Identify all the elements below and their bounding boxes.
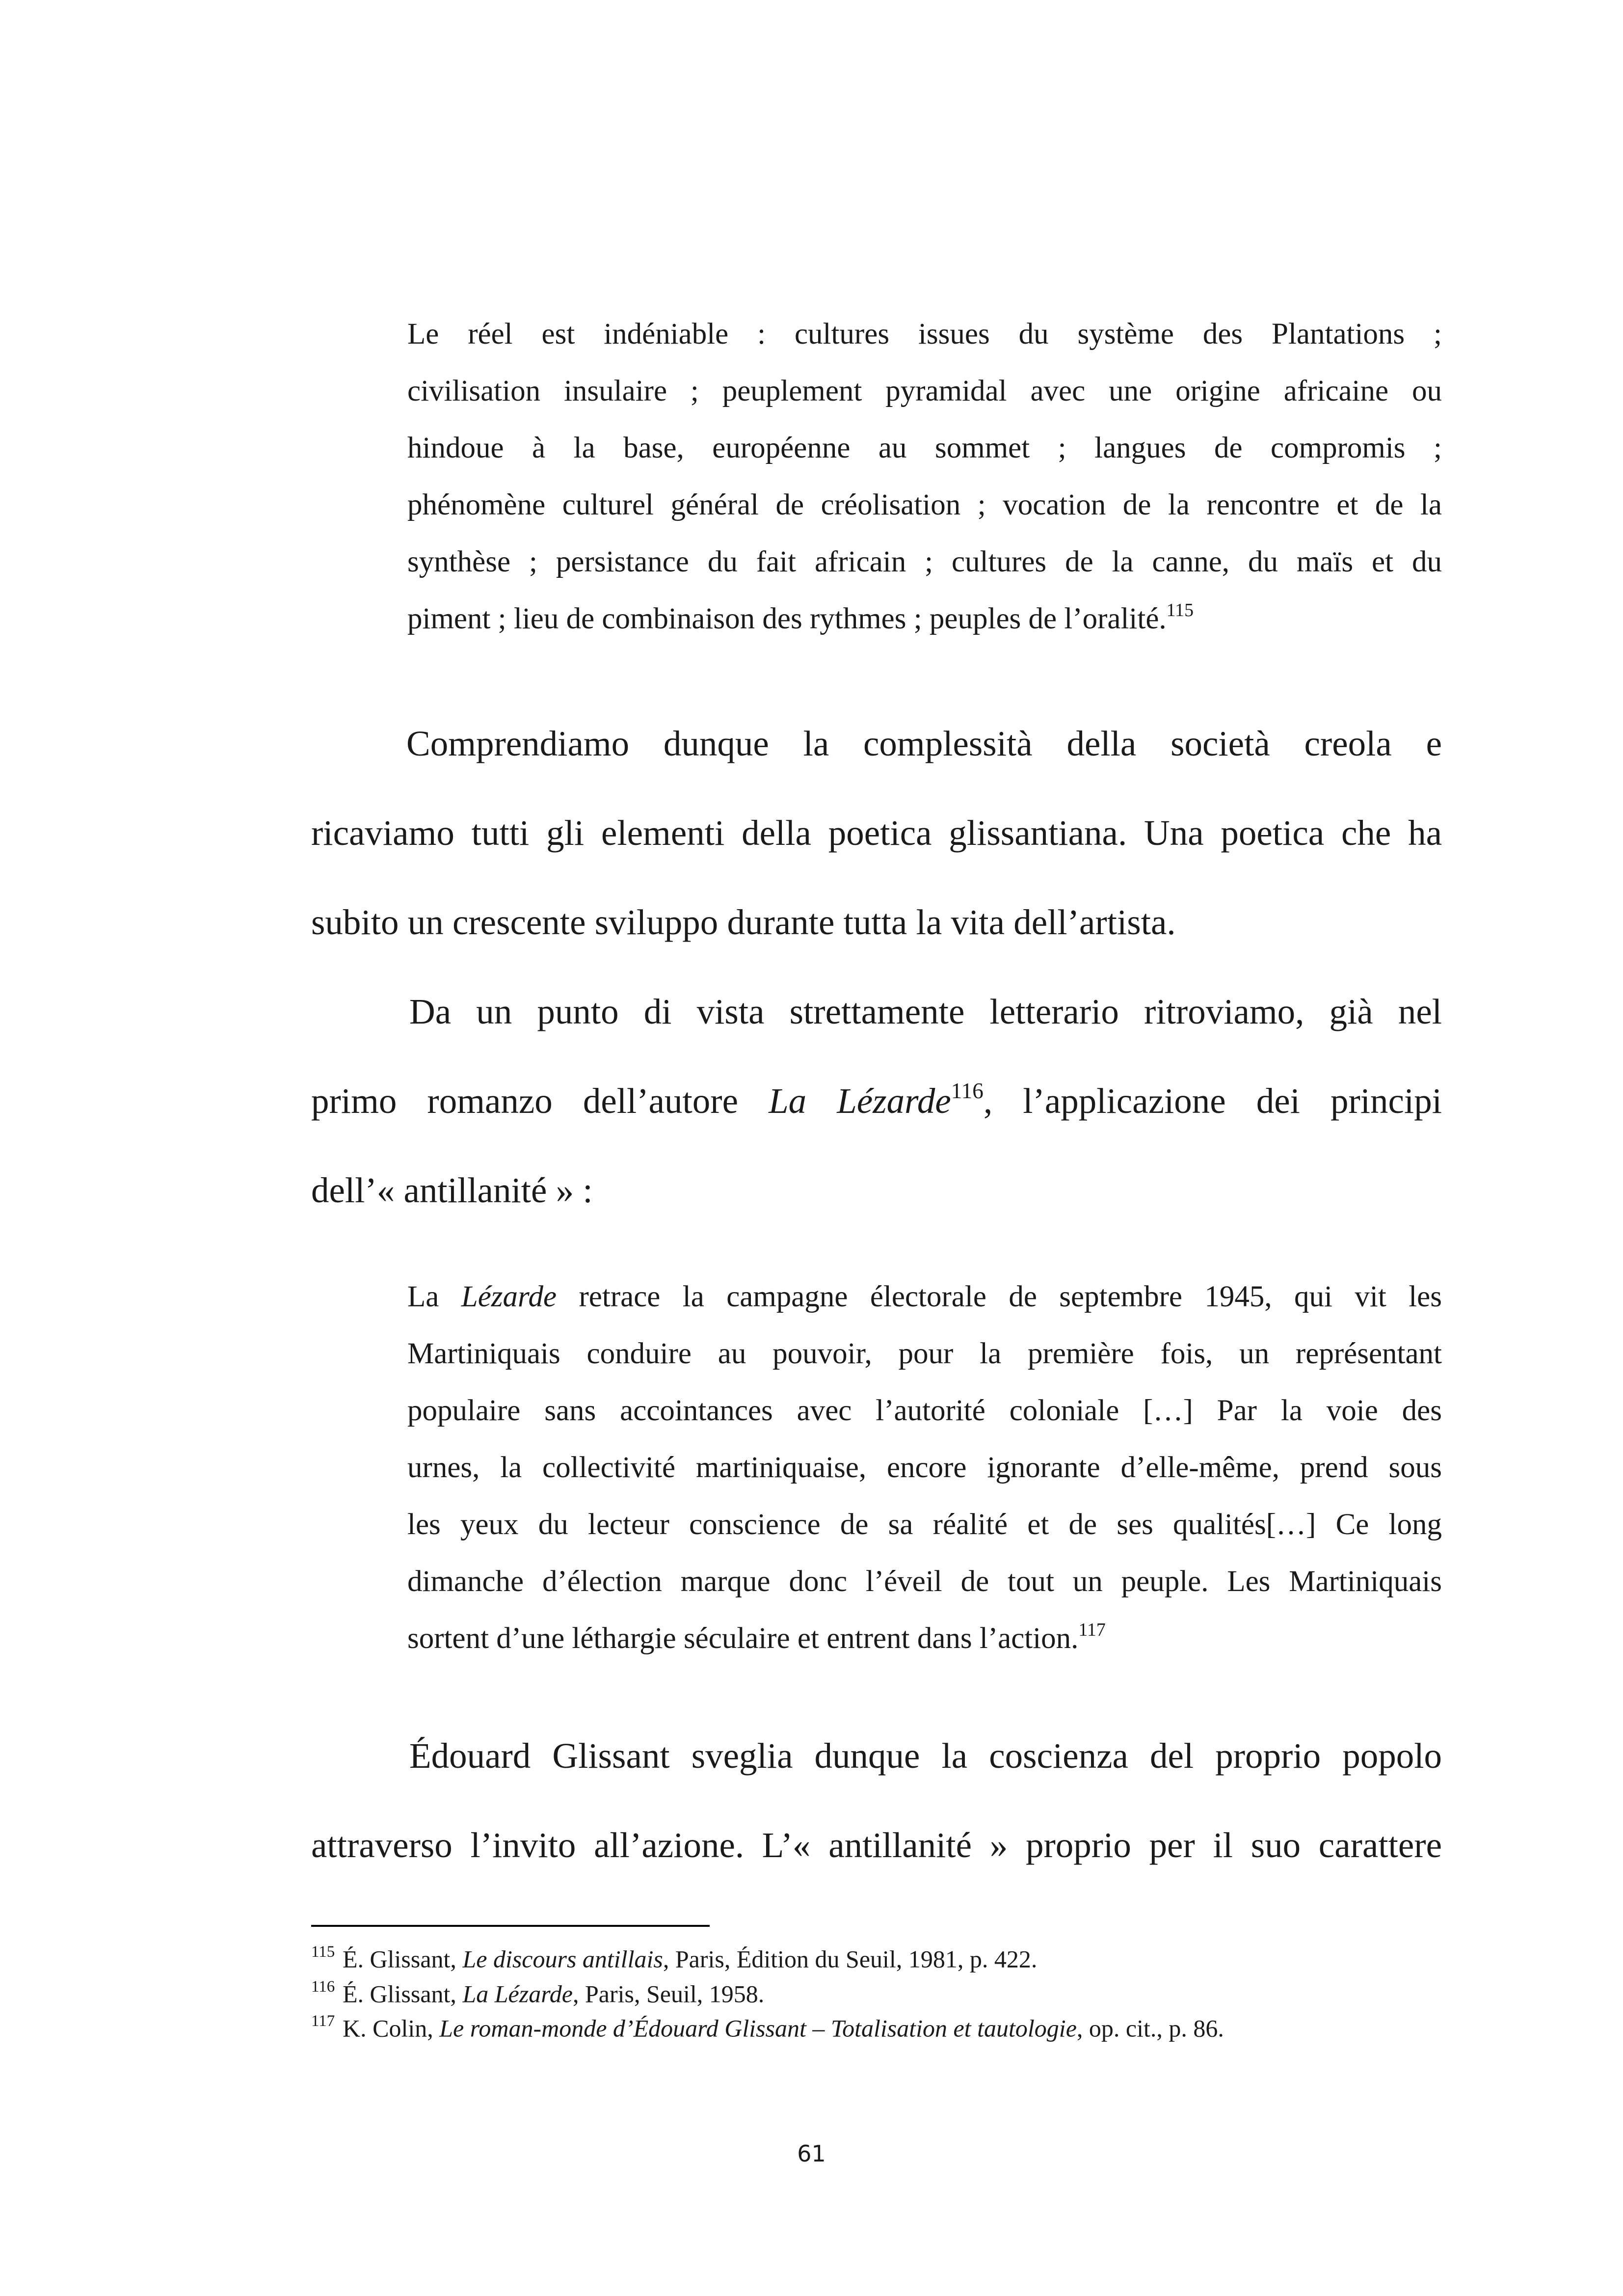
footnote-text: É. Glissant, bbox=[343, 1980, 463, 2008]
quote-line: hindoue à la base, européenne au sommet ; langues de compromis ; bbox=[407, 432, 1442, 464]
footnote-ref-116[interactable]: 116 bbox=[951, 1079, 984, 1104]
footnote-text: K. Colin, bbox=[343, 2014, 440, 2042]
quote-text: sortent d’une léthargie séculaire et entrent dans l’action. bbox=[407, 1622, 1079, 1655]
body-text: primo romanzo dell’autore bbox=[311, 1081, 769, 1121]
paragraph-glissant-sveglia bbox=[311, 1711, 1442, 1890]
body-line: attraverso l’invito all’azione. L’« antillanité » proprio per il suo carattere bbox=[311, 1825, 1442, 1865]
quote-line: Le réel est indéniable : cultures issues du système des Plantations ; bbox=[407, 318, 1442, 351]
footnote-separator bbox=[311, 1925, 710, 1927]
body-text: , l’applicazione dei principi bbox=[983, 1081, 1442, 1121]
footnote-ref-117[interactable]: 117 bbox=[1078, 1619, 1106, 1640]
quote-text: La bbox=[407, 1280, 461, 1313]
body-line: Da un punto di vista strettamente letterario ritroviamo, già nel bbox=[409, 992, 1442, 1031]
body-line: Comprendiamo dunque la complessità della società creola e bbox=[406, 724, 1442, 763]
footnote-number: 117 bbox=[311, 2012, 335, 2030]
footnote-text: , op. cit., p. 86. bbox=[1076, 2014, 1224, 2042]
block-quote-glissant-discours bbox=[407, 306, 1442, 648]
body-line: subito un crescente sviluppo durante tutta la vita dell’artista. bbox=[311, 902, 1176, 942]
quote-line: les yeux du lecteur conscience de sa réalité et de ses qualités[…] Ce long bbox=[407, 1508, 1442, 1541]
quote-line: Martiniquais conduire au pouvoir, pour la première fois, un représentant bbox=[407, 1337, 1442, 1370]
body-line: Édouard Glissant sveglia dunque la coscienza del proprio popolo bbox=[409, 1736, 1442, 1776]
paragraph-complessita bbox=[311, 699, 1442, 967]
body-line: ricaviamo tutti gli elementi della poetica glissantiana. Una poetica che ha bbox=[311, 813, 1442, 853]
quote-line: synthèse ; persistance du fait africain ; cultures de la canne, du maïs et du bbox=[407, 545, 1442, 578]
quote-line: dimanche d’élection marque donc l’éveil de tout un peuple. Les Martiniquais bbox=[407, 1565, 1442, 1598]
footnote-text: , Paris, Édition du Seuil, 1981, p. 422. bbox=[663, 1945, 1038, 1973]
block-quote-colin bbox=[407, 1269, 1442, 1667]
footnote-number: 116 bbox=[311, 1977, 335, 1996]
footnote-ref-115[interactable]: 115 bbox=[1166, 599, 1194, 621]
quote-line bbox=[407, 1269, 1442, 1325]
footnote-title: Le roman-monde d’Édouard Glissant – Totalisation et tautologie bbox=[439, 2014, 1077, 2042]
footnote-116 bbox=[311, 1974, 1442, 2009]
quote-line bbox=[407, 591, 1442, 648]
quote-line-text: piment ; lieu de combinaison des rythmes ; peuples de l’oralité. bbox=[407, 602, 1167, 635]
footnote-text: É. Glissant, bbox=[343, 1945, 463, 1973]
page-number: 61 bbox=[797, 2140, 826, 2167]
quote-text: retrace la campagne électorale de septembre 1945, qui vit les bbox=[557, 1280, 1442, 1313]
quote-line bbox=[407, 1610, 1442, 1667]
footnote-117 bbox=[311, 2008, 1442, 2043]
footnote-title: Le discours antillais bbox=[462, 1945, 663, 1973]
body-line: dell’« antillanité » : bbox=[311, 1170, 593, 1210]
footnote-115 bbox=[311, 1939, 1442, 1974]
quote-line: populaire sans accointances avec l’autorité coloniale […] Par la voie des bbox=[407, 1394, 1442, 1427]
quote-line: civilisation insulaire ; peuplement pyramidal avec une origine africaine ou bbox=[407, 375, 1442, 407]
book-title: Lézarde bbox=[461, 1280, 557, 1313]
footnotes bbox=[311, 1939, 1442, 2043]
paragraph-lezarde bbox=[311, 967, 1442, 1235]
quote-line: phénomène culturel général de créolisation ; vocation de la rencontre et de la bbox=[407, 488, 1442, 521]
footnote-title: La Lézarde bbox=[462, 1980, 573, 2008]
quote-line: urnes, la collectivité martiniquaise, encore ignorante d’elle-même, prend sous bbox=[407, 1451, 1442, 1484]
footnote-text: , Paris, Seuil, 1958. bbox=[573, 1980, 765, 2008]
book-title: La Lézarde bbox=[769, 1081, 951, 1121]
footnote-number: 115 bbox=[311, 1943, 335, 1961]
body-line bbox=[311, 1056, 1442, 1146]
